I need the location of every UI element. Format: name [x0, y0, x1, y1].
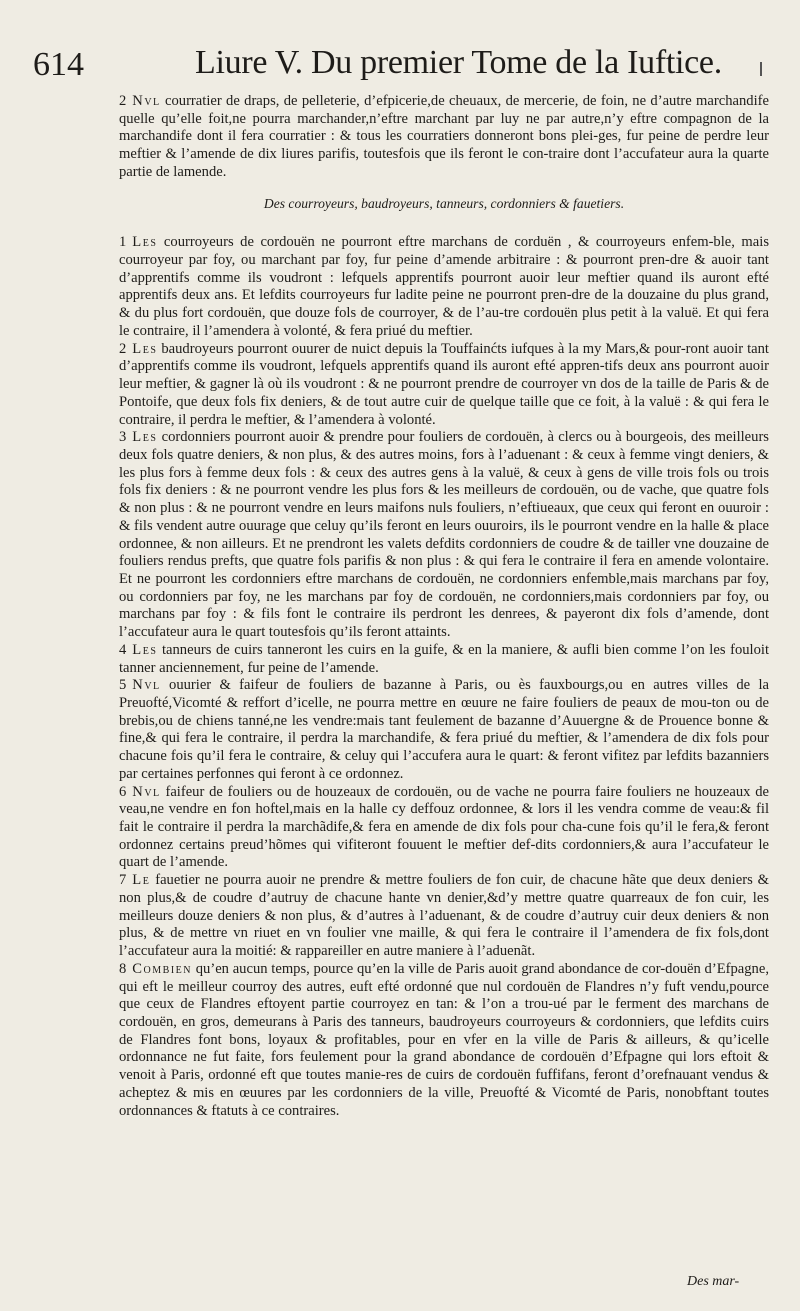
section-heading: Des courroyeurs, baudroyeurs, tanneurs, cordonniers & fauetiers.: [263, 195, 625, 211]
page-number: 614: [33, 46, 84, 83]
paragraph-number: 3: [119, 429, 127, 446]
margin-mark: [760, 62, 762, 76]
paragraph-lead-word: Les: [132, 641, 158, 658]
paragraph-number: 4: [119, 641, 127, 658]
paragraph-lead-word: Les: [132, 234, 158, 251]
paragraph-number: 8: [119, 960, 127, 977]
paragraph-8: [119, 961, 769, 1120]
paragraph-lead-word: Les: [132, 340, 158, 357]
paragraph-lead-word: Les: [132, 429, 158, 446]
paragraph-5: [119, 677, 769, 783]
paragraph-number: 1: [119, 234, 127, 251]
paragraph-lead-word: Nvl: [132, 93, 161, 109]
paragraph-lead-word: Le: [132, 872, 151, 889]
paragraph-text: fauetier ne pourra auoir ne prendre & mettre fouliers de fon cuir, de chacune hãte que deux deniers & non plus,& de coudre d’autruy de chacune hante vn denier,&d’y mettre quatre quarreaux de fon cuir, les meilleurs douze deniers & non plus, & d’autres à l’aduenant, & de coudre d’autruy cuir deux deniers & non plus, & de mettre vn riuet en vn foulier vne maille, & qui fera le contraire il l’amendera de fix fols,dont l’accufateur aura la moitié: & rappareiller en autre maniere à l’aduenãt.: [119, 872, 769, 960]
paragraph-text: ouurier & faifeur de fouliers de bazanne à Paris, ou ès fauxbourgs,ou en autres villes de la Preuofté,Vicomté & reffort d’icelle, ne pourra mettre en œuure ne faire fouliers de peaux de mou-ton ou de brebis,ou de chiens tanné,ne les vendre:mais tant feulement de bazanne d’Auuergne & de Prouence bonne & fine,& qui fera le contraire, il perdra la marchandife, & fera priué du meftier, & l’amendera de dix fols pour chacune fois qu’il fera le contraire, & celuy qui l’accufera aura le quart: & feront vifitez par lefdits bazanniers par certaines perfonnes qui feront à ce ordonnez.: [119, 677, 769, 782]
paragraph-text: courroyeurs de cordouën ne pourront eftre marchans de corduën , & courroyeurs enfem-ble, mais courroyeur par foy, ou marchant par foy, fur peine d’amende arbitraire : & pourront pren-dre & auoir tant d’apprentifs comme ils voudront : lefquels apprentifs pourront auoir leur meftier quand ils auront efté apprentifs deux ans. Et lefdits courroyeurs fur ladite peine ne pourront pren-dre de la douzaine du plus grand, & du plus fort cordouën, que douze fols de courroyer, & de l’au-tre cordouën plus petit à la valuë. Et qui fera le contraire, il l’amendera à volonté, & fera priué du meftier.: [119, 234, 769, 339]
paragraph-number: 2: [119, 340, 127, 357]
paragraph-number: 7: [119, 872, 127, 889]
paragraph-1: [119, 234, 769, 340]
paragraph-text: qu’en aucun temps, pource qu’en la ville de Paris auoit grand abondance de cor-douën d’Efpagne, qui eft le meilleur courroy des autres, euft efté ordonné que nul cordouën de Flandres n’y fuft vendu,pource que ceux de Flandres eftoyent partie courroyez en tan: & l’on a trou-ué par le ferment des marchans de cordouën, en gros, demeurans à Paris des tanneurs, baudroyeurs courroyeurs & cordonniers, que lefdits cuirs de Flandres font bons, loyaux & profitables, pour en vfer en la ville de Paris & ailleurs, & qu’icelle ordonnance ne fut faite, fors feulement pour la grand abondance de cordouën d’Efpagne qui lors eftoit & venoit à Paris, ordonné eft que toutes manie-res de cuirs de cordouën fuffifans, feront d’orefnauant vendus & acheptez & mis en œuures par les cordonniers de la ville, Preuofté & Vicomté de Paris, nonobftant toutes ordonnances & ftatuts à ce contraires.: [119, 960, 769, 1119]
catchword: Des mar-: [687, 1274, 740, 1289]
paragraph-text: cordonniers pourront auoir & prendre pour fouliers de cordouën, à clercs ou à bourgeois, des meilleurs deux fols quatre deniers, & non plus, & des autres moins, fors à l’aduenant : & ceux à femme vingt deniers, & les plus fors à femme deux fols : & ceux des autres gens à la valuë, & ceux à gens de ville trois fols ou trois fols fix deniers : & ne pourront vendre les plus fors & les meilleurs de cordouën, ou de vache, que quatre fols & non plus : & ne pourront vendre en leurs maifons nuls fouliers, n’eftiueaux, que ceux qui feront en ouuroir : & fils vendent autre ouurage que celuy qu’ils feront en leurs ouuroirs, ils le pourront vendre en la halle & place ordonnee, & non ailleurs. Et ne prendront les valets defdits cordonniers de coudre & de tailler vne douzaine de fouliers rendus prefts, que quatre fols parifis & non plus : & qui fera le contraire il fera en amende volontaire. Et ne pourront les cordonniers eftre marchans de cordouën, ne cordonniers enfemble,mais marchans par foy, ou cordonniers par foy, ne les marchans par foy de cordouën, ne cordonniers,mais cordonniers par foy, ou marchans par foy : & fils font le contraire ils perdront les denrees, & payeront dix fols d’amende, dont l’accufateur aura le quart toutesfois qu’ils feront attaints.: [119, 429, 769, 641]
paragraph-text: baudroyeurs pourront ouurer de nuict depuis la Touffainćts iufques à la my Mars,& pour-ront auoir tant d’apprentifs comme ils voudront, lefquels apprentifs quand ils auront efté appren-tifs deux ans pourront auoir leur meftier, & gagner là où ils voudront : & ne pourront prendre de courroyer vn dos de la taille de Paris & de Pontoife, que deux fols fix deniers, & de tout autre cuir de quelque taille que ce foit, à la valuë : & qui fera le contraire, il perdra le meftier, & l’amendera à volonté.: [119, 340, 769, 428]
running-title: Liure V. Du premier Tome de la Iuftice.: [195, 44, 722, 81]
paragraph-7: [119, 872, 769, 961]
paragraph-lead-word: Nvl: [132, 677, 161, 694]
paragraph-6: [119, 784, 769, 873]
paragraph-first-2: [119, 93, 769, 182]
paragraph-4: [119, 642, 769, 677]
paragraph-text: tanneurs de cuirs tanneront les cuirs en la guife, & en la maniere, & aufli bien comme l’on les fouloit tanner anciennement, fur peine de l’amende.: [119, 641, 769, 676]
paragraph-number: 6: [119, 783, 127, 800]
paragraph-text: courratier de draps, de pelleterie, d’efpicerie,de cheuaux, de mercerie, de foin, ne d’autre marchandife quelle qu’elle foit,ne pourra marchander,n’eftre marchant par luy ne par autre,n’y eftre compagnon de la marchandife dont il fera courratier : & tous les courratiers donneront bons plei-ges, fur peine de perdre leur meftier & l’amende de dix liures parifis, toutesfois que ils feront le con-traire dont l’accufateur aura la quarte partie de lamende.: [119, 93, 769, 180]
paragraph-text: faifeur de fouliers ou de houzeaux de cordouën, ou de vache ne pourra faire fouliers ne houzeaux de veau,ne vendre en fon hoftel,mais en la halle cy deffouz ordonnee, & lors il les vendra comme de veau:& fil fait le contraire il perdra la marchãdife,& fera en amende de dix fols pour cha-cune fois qu’il le fera,& feront ordonnez certains preud’hõmes qui vifiteront fouuent le meftier def-dits cordonniers,& aura l’accufateur le quart de l’amende.: [119, 783, 769, 871]
paragraph-number: 2: [119, 93, 127, 109]
paragraph-number: 5: [119, 677, 127, 694]
paragraph-2: [119, 341, 769, 430]
paragraph-lead-word: Nvl: [132, 783, 161, 800]
paragraph-3: [119, 429, 769, 642]
paragraph-lead-word: Combien: [132, 960, 192, 977]
body-text: [119, 93, 769, 1120]
